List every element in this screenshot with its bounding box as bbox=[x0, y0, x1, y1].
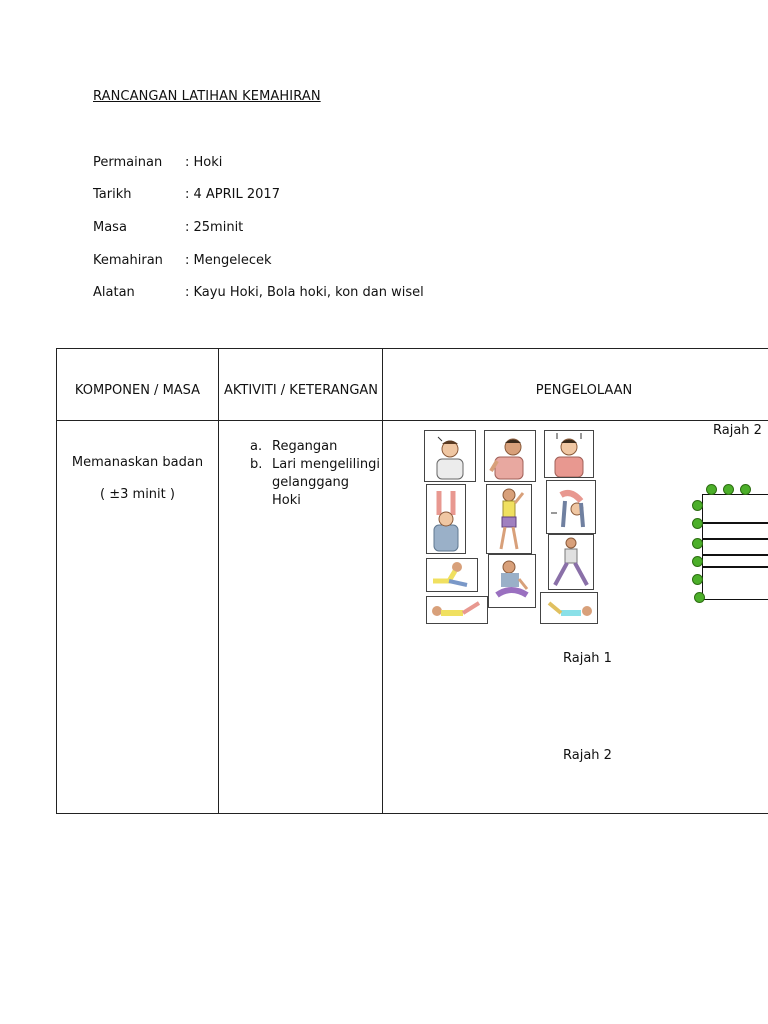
field-line bbox=[702, 554, 768, 556]
table-border-left bbox=[56, 348, 57, 814]
cone-icon bbox=[692, 538, 703, 549]
field-line bbox=[702, 538, 768, 540]
rajah-2-label: Rajah 2 bbox=[563, 748, 612, 763]
komponen-text: Memanaskan badan bbox=[71, 455, 204, 470]
stretching-figure-icon bbox=[426, 484, 466, 554]
table-col-divider-2 bbox=[382, 348, 383, 814]
header-komponen: KOMPONEN / MASA bbox=[74, 383, 201, 398]
hockey-field-diagram bbox=[690, 484, 768, 604]
stretching-figure-icon bbox=[546, 480, 596, 534]
header-aktiviti: AKTIVITI / KETERANGAN bbox=[223, 383, 379, 398]
stretching-figure-icon bbox=[540, 592, 598, 624]
info-label: Alatan bbox=[93, 285, 135, 300]
cone-icon bbox=[692, 574, 703, 585]
list-marker: b. bbox=[250, 457, 263, 472]
table-border-top bbox=[56, 348, 768, 349]
page-title: RANCANGAN LATIHAN KEMAHIRAN bbox=[93, 89, 321, 104]
cone-icon bbox=[692, 518, 703, 529]
table-border-bottom bbox=[56, 813, 768, 814]
info-label: Kemahiran bbox=[93, 253, 163, 268]
cone-icon bbox=[694, 592, 705, 603]
masa-text: ( ±3 minit ) bbox=[100, 487, 175, 502]
stretching-figure-icon bbox=[426, 558, 478, 592]
cone-icon bbox=[692, 556, 703, 567]
info-value: : Kayu Hoki, Bola hoki, kon dan wisel bbox=[185, 285, 424, 300]
stretching-figure-icon bbox=[486, 484, 532, 554]
stretching-figure-icon bbox=[484, 430, 536, 482]
lesson-plan-table bbox=[56, 348, 768, 814]
info-label: Masa bbox=[93, 220, 127, 235]
stretching-figure-icon bbox=[544, 430, 594, 478]
aktiviti-list bbox=[234, 438, 380, 510]
field-outline bbox=[702, 494, 768, 600]
stretching-figure-icon bbox=[548, 534, 594, 590]
info-value: : 4 APRIL 2017 bbox=[185, 187, 280, 202]
rajah-1-label: Rajah 1 bbox=[563, 651, 612, 666]
stretching-figure-icon bbox=[426, 596, 488, 624]
cone-icon bbox=[692, 500, 703, 511]
cone-icon bbox=[706, 484, 717, 495]
list-item bbox=[234, 456, 380, 510]
field-line bbox=[702, 566, 768, 568]
header-pengelolaan: PENGELOLAAN bbox=[535, 383, 633, 398]
cone-icon bbox=[723, 484, 734, 495]
table-header-divider bbox=[56, 420, 768, 421]
list-marker: a. bbox=[250, 439, 263, 454]
field-line bbox=[702, 522, 768, 524]
info-value: : Mengelecek bbox=[185, 253, 272, 268]
cone-icon bbox=[740, 484, 751, 495]
info-value: : Hoki bbox=[185, 155, 223, 170]
list-item-text: Regangan bbox=[272, 439, 338, 454]
stretching-figure-icon bbox=[424, 430, 476, 482]
list-item-text: Lari mengelilingi gelanggang Hoki bbox=[272, 457, 380, 508]
info-label: Tarikh bbox=[93, 187, 132, 202]
table-col-divider-1 bbox=[218, 348, 219, 814]
list-item bbox=[234, 438, 380, 456]
rajah-2-top-label: Rajah 2 bbox=[713, 423, 762, 438]
stretching-figure-icon bbox=[488, 554, 536, 608]
info-value: : 25minit bbox=[185, 220, 244, 235]
info-label: Permainan bbox=[93, 155, 163, 170]
